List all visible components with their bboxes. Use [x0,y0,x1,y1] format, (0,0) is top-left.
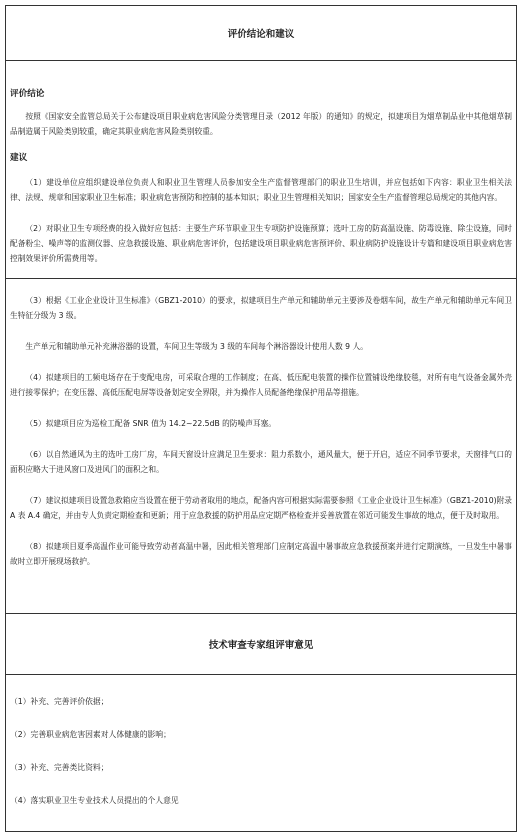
expert-title-row [5,614,517,675]
suggestion-item: （2）对职业卫生专项经费的投入做好应包括：主要生产环节职业卫生专项防护设施预算；选叶工房的防高温设施、防毒设施、除尘设施，同时配备粉尘、噪声等的监测仪器、应急救援设施、职业病危害评价，包括建设项目职业病危害预评价、职业病防护设施设计专篇和建设项目职业病危害控制效果评价所需费用等。 [10,224,512,263]
conclusion-section [5,61,517,279]
suggestion-item: （4）拟建项目的工频电场存在于变配电房，可采取合理的工作制度；在高、低压配电装置的操作位置铺设绝缘胶毯，对所有电气设备金属外壳进行接零保护；在变压器、高低压配电屏等设备划定安全界限，并为操作人员配备绝缘保护用品等措施。 [10,373,512,397]
conclusion-heading: 评价结论 [10,89,45,99]
suggestion-item: （5）拟建项目应为巡检工配备 SNR 值为 14.2~22.5dB 的防噪声耳塞。 [25,419,276,428]
expert-opinion-item: （2）完善职业病危害因素对人体健康的影响； [10,730,171,739]
suggestion-item: 生产单元和辅助单元补充淋浴器的设置，车间卫生等级为 3 级的车间每个淋浴器设计使用人数 9 人。 [25,342,368,351]
expert-opinion-item: （1）补充、完善评价依据； [10,697,109,706]
suggestion-item: （8）拟建项目夏季高温作业可能导致劳动者高温中暑，因此相关管理部门应制定高温中暑事故应急救援预案并进行定期演练，一旦发生中暑事故时立即开展现场救护。 [10,542,512,566]
evaluation-document [5,5,517,832]
suggestions-heading: 建议 [10,153,28,163]
expert-opinion-item: （3）补充、完善类比资料； [10,763,109,772]
suggestion-item: （6）以自然通风为主的选叶工房厂房，车间天窗设计应满足卫生要求：阻力系数小，通风量大，便于开启，适应不同季节要求，天窗排气口的面积应略大于进风窗口及进风门的面积之和。 [10,450,512,474]
section-title: 评价结论和建议 [227,29,295,40]
suggestions-continued [5,279,517,614]
expert-review-title: 技术审查专家组评审意见 [208,640,314,651]
suggestion-item: （7）建议拟建项目设置急救箱应当设置在便于劳动者取用的地点，配备内容可根据实际需要参照《工业企业设计卫生标准》（GBZ1-2010)附录A 表 A.4 确定，并由专人负责定期检查和更新；用于应急救援的防护用品应定期严格检查并妥善放置在邻近可能发生事故的地点，便于及时取用。 [10,496,512,520]
conclusion-paragraph: 按照《国家安全监管总局关于公布建设项目职业病危害风险分类管理目录（2012 年版）的通知》的规定，拟建项目为烟草制品业中其他烟草制品制造属于风险类别较重，确定其职业病危害风险类别较重。 [10,112,512,136]
suggestion-item: （1）建设单位应组织建设单位负责人和职业卫生管理人员参加安全生产监督管理部门的职业卫生培训，并应包括如下内容：职业卫生相关法律、法规、规章和国家职业卫生标准；职业病危害预防和控制的基本知识；职业卫生管理相关知识；国家安全生产监督管理总局规定的其他内容。 [10,178,512,202]
expert-review-section [5,675,517,832]
conclusion-title-row [5,5,517,61]
expert-opinion-item: （4）落实职业卫生专业技术人员提出的个人意见 [10,796,179,805]
suggestion-item: （3）根据《工业企业设计卫生标准》（GBZ1-2010）的要求，拟建项目生产单元和辅助单元主要涉及卷烟车间，故生产单元和辅助单元车间卫生特征分级为 3 级。 [10,296,512,320]
